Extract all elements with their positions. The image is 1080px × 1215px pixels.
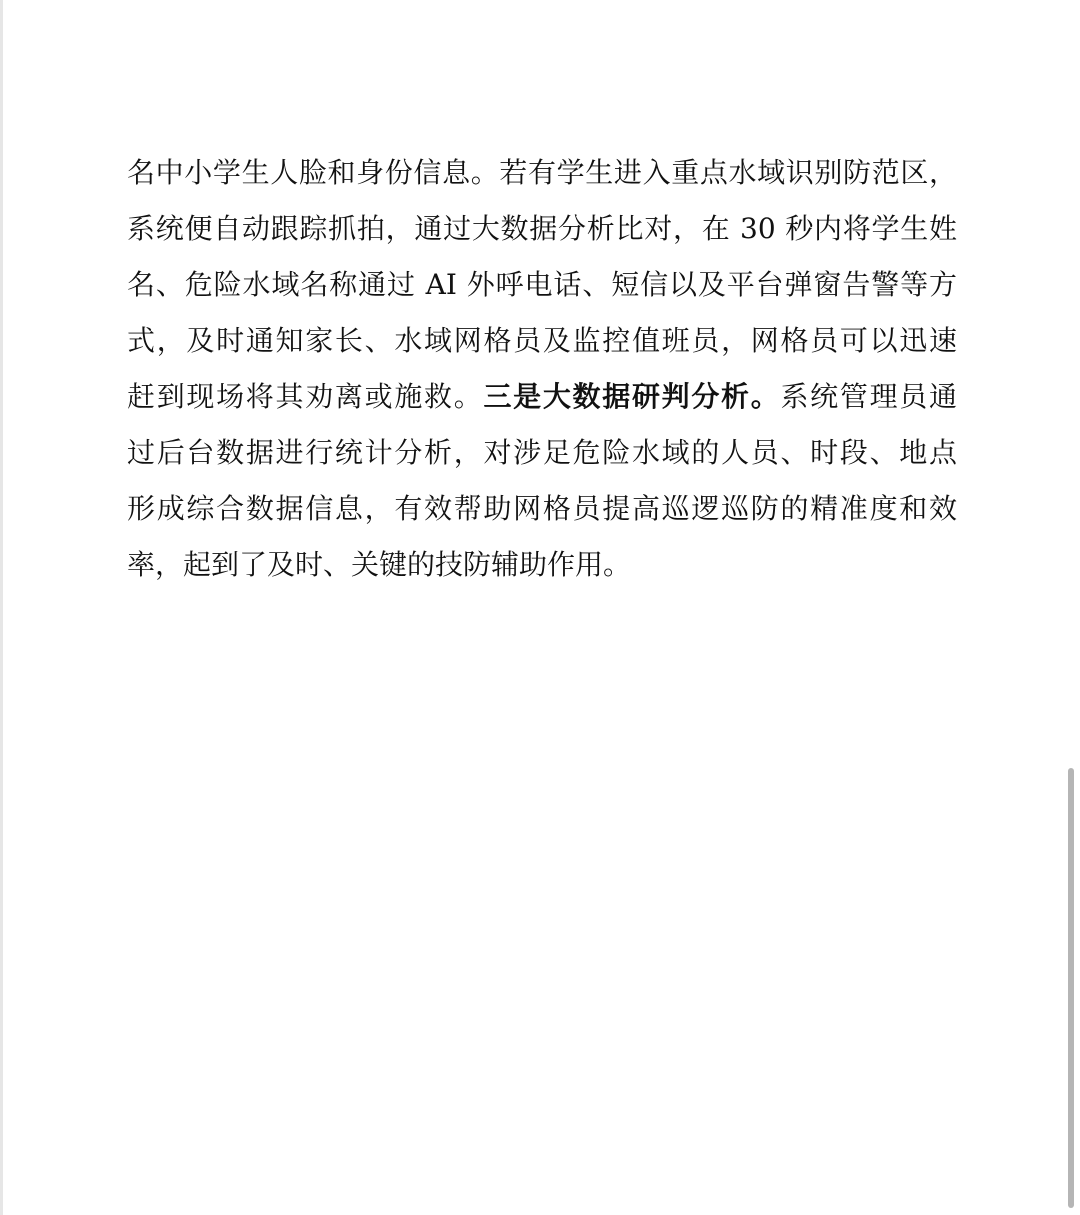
document-body <box>127 148 957 596</box>
text-line-2: 系统便自动跟踪抓拍，通过大数据分析比对，在 30 秒内将学生姓 <box>127 212 957 245</box>
text-line-1: 名中小学生人脸和身份信息。若有学生进入重点水域识别防范区， <box>127 156 957 189</box>
text-line-4: 式，及时通知家长、水域网格员及监控值班员，网格员可以迅速 <box>127 324 957 357</box>
text-line-6: 过后台数据进行统计分析，对涉足危险水域的人员、时段、地点 <box>127 436 957 469</box>
text-line-7: 形成综合数据信息，有效帮助网格员提高巡逻巡防的精准度和效 <box>127 492 957 525</box>
text-line-5-after: 系统管理员通 <box>780 380 957 413</box>
text-line-3: 名、危险水域名称通过 AI 外呼电话、短信以及平台弹窗告警等方 <box>127 268 957 301</box>
page-left-edge <box>0 0 3 1215</box>
bold-heading: 三是大数据研判分析。 <box>483 380 781 413</box>
text-line-8: 率，起到了及时、关键的技防辅助作用。 <box>127 548 632 581</box>
text-line-5 <box>127 372 957 428</box>
text-line-5-before: 赶到现场将其劝离或施救。 <box>127 380 484 413</box>
scrollbar-thumb[interactable] <box>1068 768 1074 1208</box>
